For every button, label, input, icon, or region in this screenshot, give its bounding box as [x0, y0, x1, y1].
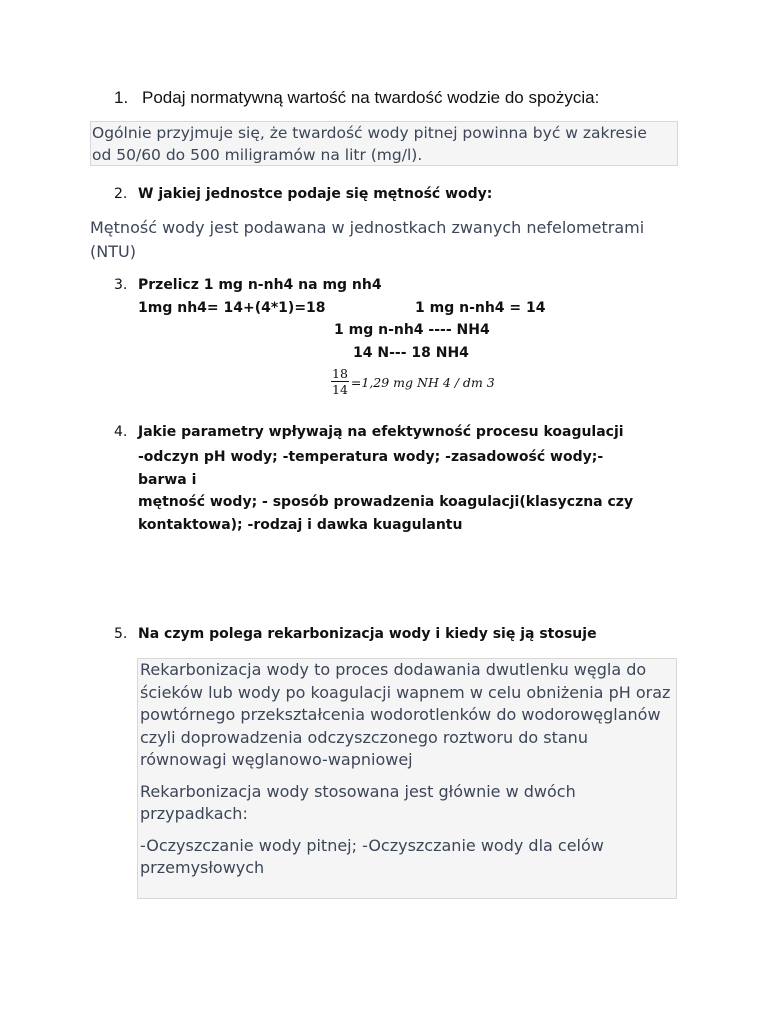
calc-line-left: 1mg nh4= 14+(4*1)=18: [138, 300, 326, 316]
answer-2: [90, 216, 690, 264]
fraction-formula: [331, 366, 495, 398]
answer-line: powtórnego przekształcenia wodorotlenków do wodorowęglanów: [140, 705, 661, 724]
answer-1-box: [90, 121, 678, 166]
answer-line: kontaktowa); -rodzaj i dawka kuagulantu: [138, 516, 463, 533]
question-5: [114, 626, 597, 642]
question-number: 4.: [114, 424, 128, 440]
answer-line: Rekarbonizacja wody stosowana jest głównie w dwóch: [140, 781, 576, 801]
answer-line: od 50/60 do 500 miligramów na litr (mg/l).: [92, 146, 423, 164]
question-2: [114, 186, 492, 202]
calc-line-3: 14 N--- 18 NH4: [353, 345, 469, 361]
answer-line: równowagi węglanowo-wapniowej: [140, 750, 413, 769]
answer-line: czyli doprowadzenia odczyszczonego roztworu do stanu: [140, 727, 588, 747]
answer-4: [138, 446, 638, 536]
question-text: Na czym polega rekarbonizacja wody i kiedy się ją stosuje: [138, 626, 597, 642]
answer-line: -odczyn pH wody; -temperatura wody; -zasadowość wody;- barwa i: [138, 449, 604, 488]
calc-line-2: 1 mg n-nh4 ---- NH4: [334, 322, 490, 338]
question-number: 3.: [114, 277, 128, 293]
question-number: 2.: [114, 186, 128, 202]
fraction-result: [351, 375, 495, 390]
question-text: Przelicz 1 mg n-nh4 na mg nh4: [138, 277, 382, 293]
answer-line: przemysłowych: [140, 858, 265, 877]
fraction-result-text: =1,29 mg NH 4 / dm 3: [350, 374, 495, 390]
answer-line: Mętność wody jest podawana w jednostkach zwanych nefelometrami: [90, 218, 645, 237]
fraction: [331, 366, 349, 398]
answer-line: (NTU): [90, 242, 136, 261]
answer-5-box: [137, 658, 677, 899]
answer-line: przypadkach:: [140, 804, 248, 823]
answer-line: Rekarbonizacja wody to proces dodawania dwutlenku węgla do: [140, 660, 647, 679]
fraction-denominator: 14: [332, 382, 348, 397]
question-text: W jakiej jednostce podaje się mętność wody:: [138, 186, 493, 202]
question-number: 1.: [114, 88, 129, 107]
answer-line: Ogólnie przyjmuje się, że twardość wody pitnej powinna być w zakresie: [92, 124, 647, 142]
fraction-numerator: 18: [332, 366, 348, 381]
question-text: Jakie parametry wpływają na efektywność procesu koagulacji: [138, 424, 624, 440]
question-3: [114, 277, 382, 293]
question-text: Podaj normatywną wartość na twardość wodzie do spożycia:: [142, 88, 600, 107]
answer-line: mętność wody; - sposób prowadzenia koagulacji(klasyczna czy: [138, 494, 634, 510]
question-4: [114, 424, 624, 440]
question-number: 5.: [114, 626, 128, 642]
calc-line-right: 1 mg n-nh4 = 14: [415, 300, 546, 316]
answer-line: -Oczyszczanie wody pitnej; -Oczyszczanie wody dla celów: [140, 835, 604, 855]
answer-line: ścieków lub wody po koagulacji wapnem w celu obniżenia pH oraz: [140, 682, 671, 702]
question-1: [114, 88, 599, 108]
